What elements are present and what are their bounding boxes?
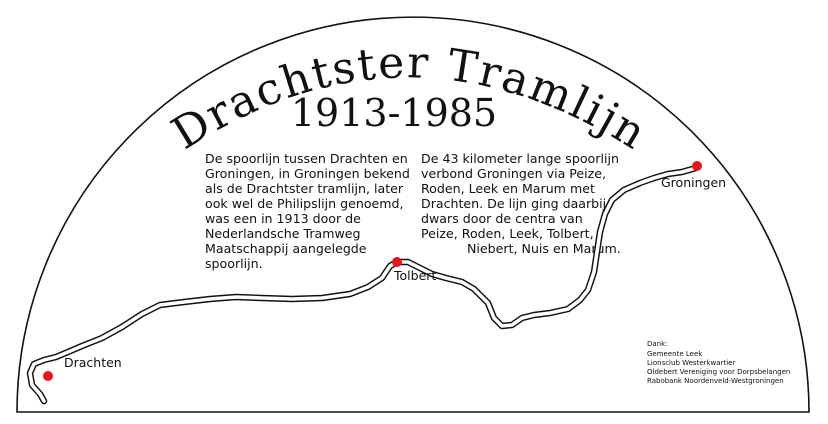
left-line: Nederlandsche Tramweg (205, 226, 361, 241)
drachten-label: Drachten (64, 355, 122, 370)
left-line: als de Drachtster tramlijn, later (205, 181, 404, 196)
right-line: Drachten. De lijn ging daarbij (421, 196, 607, 211)
years: 1913-1985 (290, 91, 498, 135)
left-line: ook wel de Philipslijn genoemd, (205, 196, 404, 211)
left-line: De spoorlijn tussen Drachten en (205, 151, 408, 166)
left-line: Groningen, in Groningen bekend (205, 166, 410, 181)
left-line: spoorlijn. (205, 256, 263, 271)
credits-line: Oldebert Vereniging voor Dorpsbelangen (647, 368, 791, 376)
drachten-marker (43, 371, 53, 381)
right-line: Niebert, Nuis en Marum. (467, 241, 621, 256)
credits-line: Rabobank Noordenveld-Westgroningen (647, 377, 784, 385)
right-paragraph (421, 151, 621, 256)
credits-heading: Dank: (647, 340, 668, 348)
credits-line: Lionsclub Westerkwartier (647, 359, 736, 367)
title: Drachtster Tramlijn (163, 37, 657, 161)
groningen-label: Groningen (661, 175, 727, 190)
tolbert-marker (392, 257, 402, 267)
left-line: was een in 1913 door de (205, 211, 361, 226)
right-line: dwars door de centra van (421, 211, 583, 226)
right-line: De 43 kilometer lange spoorlijn (421, 151, 619, 166)
right-line: Roden, Leek en Marum met (421, 181, 595, 196)
left-paragraph (205, 151, 410, 271)
credits-line: Gemeente Leek (647, 350, 703, 358)
left-line: Maatschappij aangelegde (205, 241, 367, 256)
groningen-marker (692, 161, 702, 171)
right-line: Peize, Roden, Leek, Tolbert, (421, 226, 594, 241)
credits (647, 340, 790, 385)
right-line: verbond Groningen via Peize, (421, 166, 607, 181)
tolbert-label: Tolbert (394, 268, 437, 283)
